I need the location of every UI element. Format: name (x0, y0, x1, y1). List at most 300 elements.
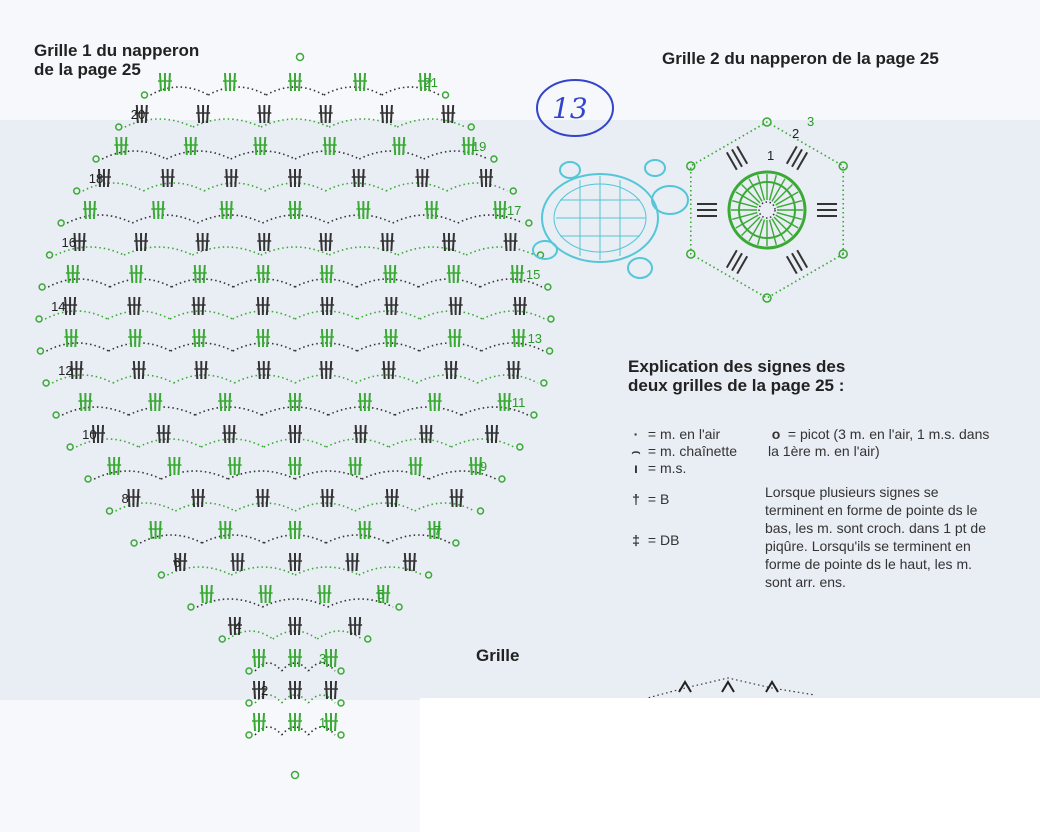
picot (58, 220, 64, 226)
picot (131, 540, 137, 546)
chain-arc (171, 343, 233, 351)
row-number: 15 (525, 267, 541, 282)
small-grille-label: Grille (476, 646, 520, 665)
chain-arc (139, 439, 202, 447)
stitch (299, 649, 300, 667)
stitch (204, 265, 205, 283)
stitch (518, 361, 519, 379)
stitch (234, 73, 235, 91)
chain-arc (208, 87, 266, 95)
stitch (230, 457, 231, 475)
chain-arc (398, 247, 466, 255)
stitch (391, 233, 392, 251)
chain-arc (395, 407, 462, 415)
stitch (299, 457, 300, 475)
picot (39, 284, 45, 290)
stitch (420, 73, 421, 91)
stitch (258, 297, 259, 315)
chain-arc (174, 375, 235, 383)
stitch (259, 105, 260, 123)
stitch (290, 457, 291, 475)
row-number: 10 (82, 427, 97, 442)
chain-arc (140, 535, 202, 543)
stitch (394, 137, 395, 155)
stitch (193, 489, 194, 507)
chain-arc (357, 311, 419, 319)
stitch (430, 393, 431, 411)
chain-arc (295, 151, 359, 159)
stitch (178, 457, 179, 475)
stitch (290, 393, 291, 411)
stitch (268, 105, 269, 123)
row-number: 16 (61, 235, 76, 250)
row-number: 14 (51, 299, 66, 314)
chain-arc (129, 407, 196, 415)
stitch (226, 169, 227, 187)
stitch (94, 201, 95, 219)
stitch (385, 265, 386, 283)
row-number: 2 (792, 126, 800, 141)
chain-arc (124, 247, 192, 255)
blank-area (420, 698, 1040, 832)
stitch (163, 169, 164, 187)
stitch (386, 297, 387, 315)
picot (188, 604, 194, 610)
stitch (330, 233, 331, 251)
legend-row (628, 491, 669, 508)
stitch (150, 393, 151, 411)
stitch (220, 521, 221, 539)
stitch (136, 233, 137, 251)
picot (67, 444, 73, 450)
stitch (268, 361, 269, 379)
row-number: 7 (433, 523, 442, 538)
stitch (268, 233, 269, 251)
stitch (131, 265, 132, 283)
stitch (162, 201, 163, 219)
stitch (350, 617, 351, 635)
chain-arc (357, 279, 419, 287)
chain-arc (102, 151, 166, 159)
stitch (134, 361, 135, 379)
legend-text: = m. chaînette (644, 443, 737, 459)
stitch (405, 553, 406, 571)
stitch (394, 265, 395, 283)
chain-arc (326, 439, 389, 447)
stitch (335, 649, 336, 667)
stitch (355, 73, 356, 91)
stitch (369, 393, 370, 411)
handwritten-number-ring (537, 80, 613, 136)
stitch (290, 425, 291, 443)
stitch (334, 137, 335, 155)
picot (47, 252, 53, 258)
legend-symbol: ‡ (632, 532, 640, 548)
legend-text: = m.s. (644, 460, 687, 476)
stitch (496, 425, 497, 443)
stitch (116, 137, 117, 155)
stitch (427, 201, 428, 219)
chain-arc (393, 215, 458, 223)
row-number: 4 (234, 619, 242, 634)
chain-arc (466, 247, 534, 255)
stitch (169, 457, 170, 475)
stitch (125, 137, 126, 155)
row-number: 6 (173, 555, 181, 570)
chain-arc (355, 503, 415, 511)
stitch (77, 265, 78, 283)
picot (338, 732, 344, 738)
stitch (258, 329, 259, 347)
chain-arc (150, 87, 208, 95)
picot (548, 316, 554, 322)
stitch (299, 553, 300, 571)
picot (107, 508, 113, 514)
stitch (229, 521, 230, 539)
stitch (451, 297, 452, 315)
stitch (364, 73, 365, 91)
stitch (80, 361, 81, 379)
stitch (500, 393, 501, 411)
stitch (421, 425, 422, 443)
picot-legend (768, 426, 998, 460)
stitch (299, 393, 300, 411)
chain-arc (482, 311, 544, 319)
stitch (471, 457, 472, 475)
row-number: 21 (423, 75, 438, 90)
stitch (83, 233, 84, 251)
grid1-title: Grille 1 du napperon (34, 41, 200, 60)
stitch (270, 585, 271, 603)
stitch (512, 265, 513, 283)
stitch (263, 713, 264, 731)
chain-arc (477, 375, 538, 383)
row-number: 20 (130, 107, 146, 122)
stitch (220, 393, 221, 411)
legend-symbol: ı (634, 460, 638, 476)
chain-arc (447, 183, 508, 191)
stitch (515, 297, 516, 315)
partial-grille-drawing (640, 678, 815, 700)
chain-arc (172, 279, 234, 287)
picot (426, 572, 432, 578)
stitch (140, 265, 141, 283)
stitch (130, 329, 131, 347)
stitch (146, 105, 147, 123)
legend-row (628, 426, 720, 443)
picot-legend-text: = picot (3 m. en l'air, 1 m.s. dans la 1ère m. en l'air) (768, 426, 990, 459)
chain-arc (170, 311, 232, 319)
stitch (233, 553, 234, 571)
row-number: 3 (319, 651, 327, 666)
stitch (322, 265, 323, 283)
handwritten-number: 13 (552, 92, 588, 125)
legend-row (628, 460, 686, 477)
stitch (455, 361, 456, 379)
legend-text: = DB (644, 532, 680, 548)
picot (365, 636, 371, 642)
stitch (259, 233, 260, 251)
stitch (417, 169, 418, 187)
stitch (453, 233, 454, 251)
grid2-diagram (687, 114, 847, 302)
row-number: 1 (767, 148, 775, 163)
stitch (160, 73, 161, 91)
chain-arc (204, 183, 265, 191)
stitch (74, 297, 75, 315)
stitch (459, 329, 460, 347)
stitch (143, 361, 144, 379)
picot (517, 444, 523, 450)
chain-arc (397, 119, 465, 127)
picot (499, 476, 505, 482)
chain-arc (261, 119, 329, 127)
stitch (290, 681, 291, 699)
stitch (464, 137, 465, 155)
chain-arc (386, 183, 447, 191)
picot (763, 294, 771, 302)
stitch (481, 169, 482, 187)
chain-arc (261, 247, 329, 255)
stitch (331, 489, 332, 507)
stitch (202, 585, 203, 603)
picot (116, 124, 122, 130)
stitch (290, 617, 291, 635)
stitch (299, 169, 300, 187)
stitch (258, 265, 259, 283)
stitch (172, 169, 173, 187)
stitch (444, 233, 445, 251)
stitch (490, 169, 491, 187)
stitch (198, 233, 199, 251)
picot (158, 572, 164, 578)
chain-arc (324, 87, 382, 95)
stitch (360, 393, 361, 411)
chain-arc (389, 439, 452, 447)
stitch (430, 425, 431, 443)
stitch (229, 393, 230, 411)
chain-arc (356, 375, 417, 383)
chain-arc (94, 471, 161, 479)
row-number: 3 (807, 114, 815, 129)
chain-arc (132, 215, 197, 223)
stitch (153, 201, 154, 219)
stitch (267, 489, 268, 507)
stitch (452, 105, 453, 123)
stitch (267, 297, 268, 315)
stitch (429, 521, 430, 539)
stitch (387, 585, 388, 603)
stitch (331, 265, 332, 283)
stitch (387, 489, 388, 507)
stitch (68, 265, 69, 283)
stitch (386, 329, 387, 347)
stitch (151, 521, 152, 539)
chain-arc (415, 503, 475, 511)
stitch (66, 329, 67, 347)
stitch (439, 393, 440, 411)
stitch (290, 201, 291, 219)
row-number: 11 (511, 395, 526, 410)
stitch (102, 425, 103, 443)
stitch (202, 489, 203, 507)
legend-symbol: ⌢ (631, 443, 641, 459)
stitch (299, 681, 300, 699)
stitch (207, 233, 208, 251)
stitch (254, 713, 255, 731)
magic-ring (759, 202, 775, 218)
chain-arc (143, 183, 204, 191)
stitch (384, 361, 385, 379)
stitch (443, 105, 444, 123)
stitch (109, 457, 110, 475)
stitch (267, 265, 268, 283)
picot (510, 188, 516, 194)
stitch (263, 649, 264, 667)
picot (74, 188, 80, 194)
stitch (391, 105, 392, 123)
stitch (331, 329, 332, 347)
stitch (426, 169, 427, 187)
chain-arc (325, 183, 386, 191)
stitch (145, 233, 146, 251)
stitch (242, 553, 243, 571)
stitch (359, 457, 360, 475)
stitch (458, 265, 459, 283)
stitch (211, 585, 212, 603)
stitch (264, 137, 265, 155)
row-number: 2 (261, 683, 269, 698)
stitch (319, 585, 320, 603)
stitch (330, 361, 331, 379)
stitch (321, 361, 322, 379)
picot-symbol: o (771, 426, 781, 442)
stitch (290, 521, 291, 539)
stitch (328, 585, 329, 603)
stitch (159, 425, 160, 443)
turtle-drawing (533, 160, 688, 278)
stitch (411, 457, 412, 475)
chain-arc (46, 343, 108, 351)
stitch (420, 457, 421, 475)
picot (468, 124, 474, 130)
stitch (231, 201, 232, 219)
chain-arc (48, 279, 110, 287)
stitch (360, 521, 361, 539)
chain-arc (262, 599, 327, 607)
stitch (259, 361, 260, 379)
chain-arc (231, 151, 295, 159)
picot (219, 636, 225, 642)
picot (292, 772, 299, 779)
stitch (290, 73, 291, 91)
picot (477, 508, 483, 514)
stitch (258, 489, 259, 507)
stitch (367, 201, 368, 219)
legend-row (628, 443, 737, 460)
stitch (108, 169, 109, 187)
stitch (299, 713, 300, 731)
stitch (350, 457, 351, 475)
stitch (205, 361, 206, 379)
stitch (322, 329, 323, 347)
stitch (207, 105, 208, 123)
picot (93, 156, 99, 162)
stitch (335, 713, 336, 731)
picot (246, 668, 252, 674)
stitch (382, 105, 383, 123)
legend-note: Lorsque plusieurs signes se terminent en forme de pointe ds le bas, les m. sont croch. dans 1 pt de piqûre. Lorsqu'ils se terminent en forme de pointe ds le haut, les m. sont arr. ens. (765, 484, 987, 590)
stitch (495, 201, 496, 219)
stitch (514, 329, 515, 347)
stitch (138, 297, 139, 315)
stitch (261, 585, 262, 603)
stitch (461, 489, 462, 507)
chain-arc (357, 343, 419, 351)
stitch (436, 201, 437, 219)
stitch (396, 489, 397, 507)
stitch (254, 649, 255, 667)
picot (297, 54, 304, 61)
stitch (168, 425, 169, 443)
picot (43, 380, 49, 386)
row-number: 5 (377, 587, 385, 602)
stitch (354, 169, 355, 187)
stitch (382, 233, 383, 251)
chain-arc (235, 503, 295, 511)
stitch (299, 617, 300, 635)
stitch (195, 137, 196, 155)
stitch (203, 297, 204, 315)
stitch (184, 553, 185, 571)
picot (491, 156, 497, 162)
stitch (194, 329, 195, 347)
stitch (321, 233, 322, 251)
chain-arc (201, 439, 264, 447)
stitch (290, 713, 291, 731)
stitch (393, 361, 394, 379)
picot (85, 476, 91, 482)
stitch (169, 73, 170, 91)
stitch (523, 329, 524, 347)
stitch (224, 425, 225, 443)
stitch (515, 233, 516, 251)
stitch (290, 169, 291, 187)
stitch (504, 201, 505, 219)
picot (526, 220, 532, 226)
stitch (395, 329, 396, 347)
picot (246, 700, 252, 706)
legend-symbol: · (633, 426, 639, 442)
stitch (369, 521, 370, 539)
picot (246, 732, 252, 738)
stitch (85, 201, 86, 219)
row-number: 19 (471, 139, 487, 154)
stitch (290, 649, 291, 667)
stitch (356, 425, 357, 443)
legend-title: Explication des signes des deux grilles de la page 25 : (628, 357, 846, 395)
stitch (299, 425, 300, 443)
stitch (139, 329, 140, 347)
chain-arc (202, 535, 264, 543)
stitch (356, 553, 357, 571)
stitch (322, 489, 323, 507)
stitch (365, 425, 366, 443)
stitch (194, 297, 195, 315)
chain-arc (166, 151, 230, 159)
stitch (290, 553, 291, 571)
stitch (89, 393, 90, 411)
